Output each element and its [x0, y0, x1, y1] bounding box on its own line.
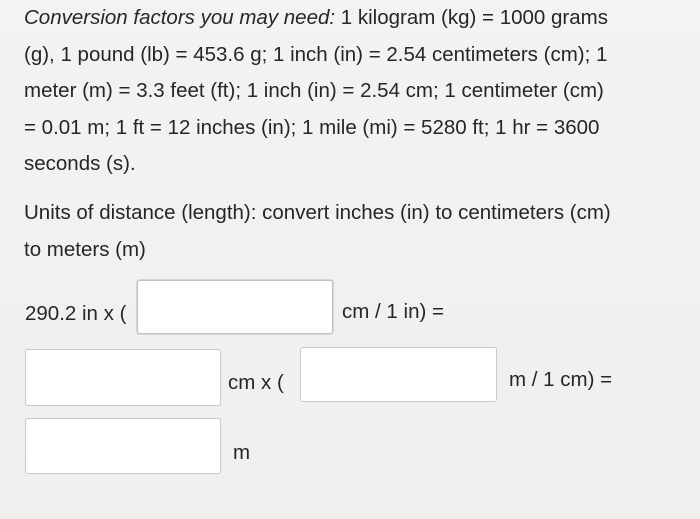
conversion-factors-line-1: Conversion factors you may need: 1 kilogram (kg) = 1000 grams: [24, 6, 608, 29]
conversion-factors-line-4: = 0.01 m; 1 ft = 12 inches (in); 1 mile (mi) = 5280 ft; 1 hr = 3600: [24, 115, 600, 139]
question-prompt-line-1: Units of distance (length): convert inches (in) to centimeters (cm): [24, 201, 611, 224]
question-prompt: [24, 195, 684, 268]
m-result-answer-field[interactable]: [25, 418, 221, 474]
conversion-factors-line-2: (g), 1 pound (lb) = 453.6 g; 1 inch (in) = 2.54 centimeters (cm); 1: [24, 42, 608, 66]
row1-prefix-text: 290.2 in x (: [25, 302, 127, 325]
conversion-factors-line-3: meter (m) = 3.3 feet (ft); 1 inch (in) = 2.54 cm; 1 centimeter (cm): [24, 79, 604, 102]
conversion-factors-label: Conversion factors you may need:: [24, 6, 336, 29]
row3-unit-text: m: [233, 441, 251, 464]
m-per-cm-answer-field[interactable]: [300, 347, 497, 402]
row2-suffix-text: m / 1 cm) =: [509, 368, 613, 391]
row1-suffix-text: cm / 1 in) =: [342, 300, 444, 323]
cm-result-answer-field[interactable]: [25, 349, 221, 406]
row2-middle-text: cm x (: [228, 371, 284, 394]
conversion-factors-line-5: seconds (s).: [24, 152, 136, 175]
conversion-factors-text: [24, 0, 684, 183]
question-prompt-line-2: to meters (m): [24, 237, 146, 261]
cm-per-in-answer-field[interactable]: [137, 280, 333, 334]
